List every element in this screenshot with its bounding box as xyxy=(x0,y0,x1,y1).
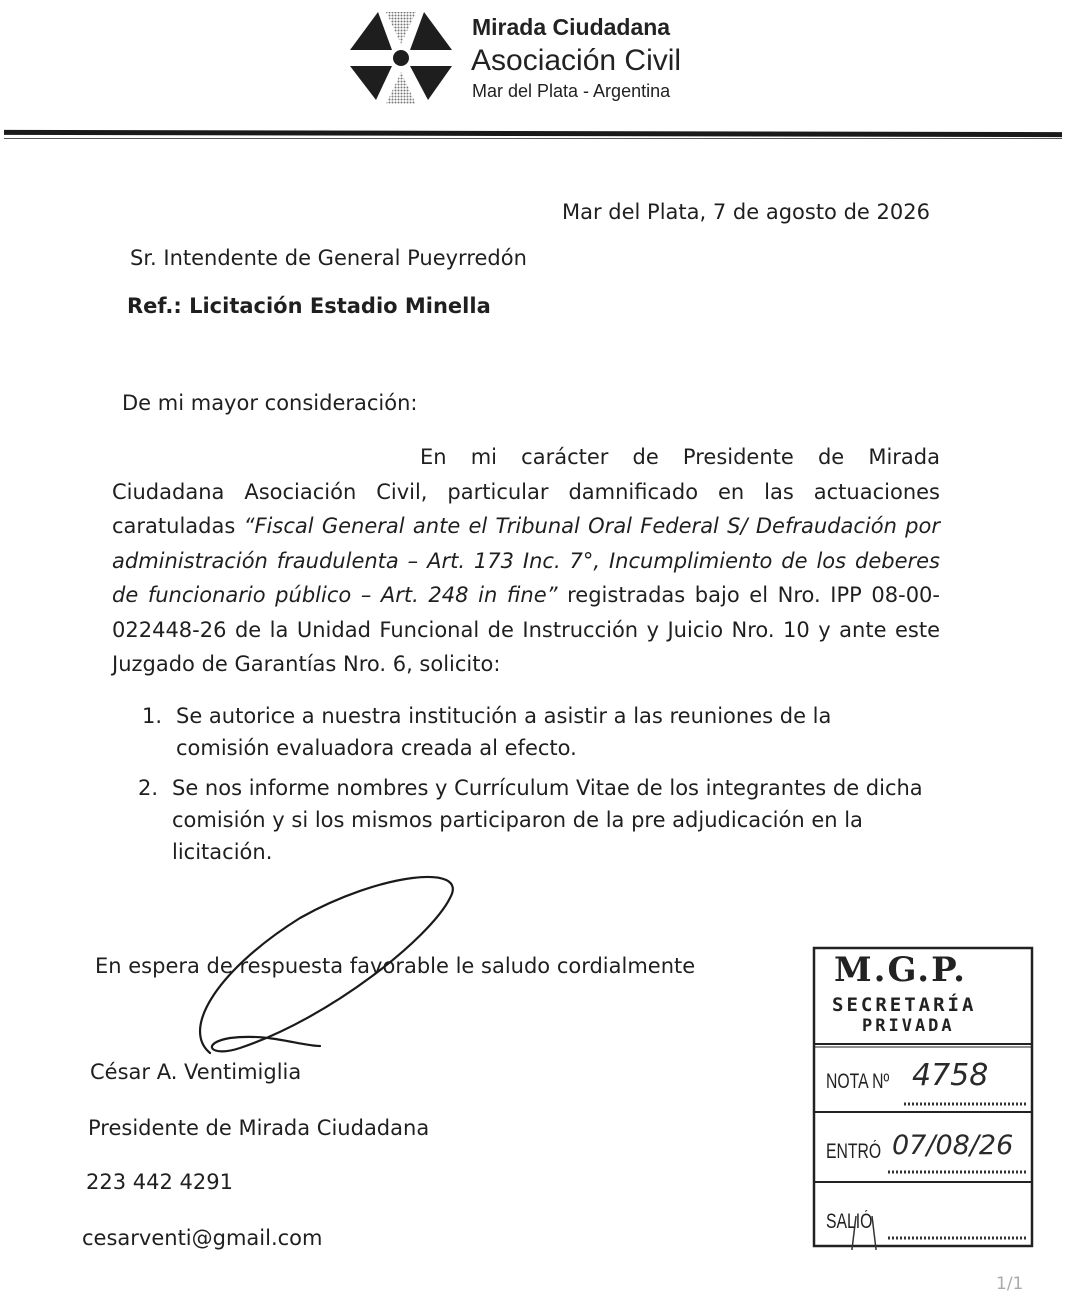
signer-role: Presidente de Mirada Ciudadana xyxy=(88,1116,430,1140)
case-title: “Fiscal General ante el Tribunal Oral Federal S/ Defraudación por administración fraudulenta – Art. 173 Inc. 7°, Incumplimiento de los deberes de funcionario público – Art. 248 in fine” xyxy=(112,514,940,607)
reference-line: Ref.: Licitación Estadio Minella xyxy=(127,294,491,318)
header-rule-thin xyxy=(4,138,1062,139)
org-type: Asociación Civil xyxy=(471,44,682,77)
addressee: Sr. Intendente de General Pueyrredón xyxy=(130,246,527,270)
stamp-entro-label: ENTRÓ xyxy=(826,1140,882,1163)
signer-email: cesarventi@gmail.com xyxy=(82,1226,323,1250)
page-indicator: 1/1 xyxy=(996,1274,1024,1294)
signer-name: César A. Ventimiglia xyxy=(90,1060,302,1084)
org-location: Mar del Plata - Argentina xyxy=(472,81,671,101)
letter-date: Mar del Plata, 7 de agosto de 2026 xyxy=(562,200,930,224)
letterhead xyxy=(0,0,1075,150)
org-name: Mirada Ciudadana xyxy=(472,14,671,40)
header-rule xyxy=(4,130,1062,137)
stamp-line1: SECRETARÍA xyxy=(832,994,977,1016)
request-number: 2. xyxy=(138,776,159,800)
signer-phone: 223 442 4291 xyxy=(86,1170,233,1194)
stamp-nota-label: NOTA Nº xyxy=(826,1070,890,1093)
stamp-entro-value: 07/08/26 xyxy=(892,1130,1014,1161)
request-number: 1. xyxy=(142,704,163,728)
reception-stamp xyxy=(812,946,1034,1250)
closing-line: En espera de respuesta favorable le saludo cordialmente xyxy=(95,954,696,978)
request-item xyxy=(142,700,882,764)
request-text: Se autorice a nuestra institución a asistir a las reuniones de la comisión evaluadora creada al efecto. xyxy=(176,704,832,760)
triangles-dot-logo-icon xyxy=(346,8,456,108)
body-paragraph xyxy=(112,440,940,682)
stamp-salio-label: SALIÓ xyxy=(826,1210,873,1233)
request-text: Se nos informe nombres y Currículum Vitae de los integrantes de dicha comisión y si los mismos participaron de la pre adjudicación en la licitación. xyxy=(172,776,923,864)
body-text-part1: En mi carácter de Presidente de Mirada Ciudadana Asociación Civil, particular damnificado en las actuaciones caratuladas xyxy=(112,445,940,538)
handwritten-signature xyxy=(180,868,480,1068)
stamp-title: M.G.P. xyxy=(834,950,967,990)
greeting: De mi mayor consideración: xyxy=(122,391,418,415)
stamp-line2: PRIVADA xyxy=(862,1016,955,1036)
stamp-nota-value: 4758 xyxy=(912,1058,989,1093)
request-item xyxy=(138,772,928,868)
body-text-part2: registradas bajo el Nro. IPP 08-00-022448-26 de la Unidad Funcional de Instrucción y Juicio Nro. 10 y ante este Juzgado de Garantías Nro. 6, solicito: xyxy=(112,583,940,676)
